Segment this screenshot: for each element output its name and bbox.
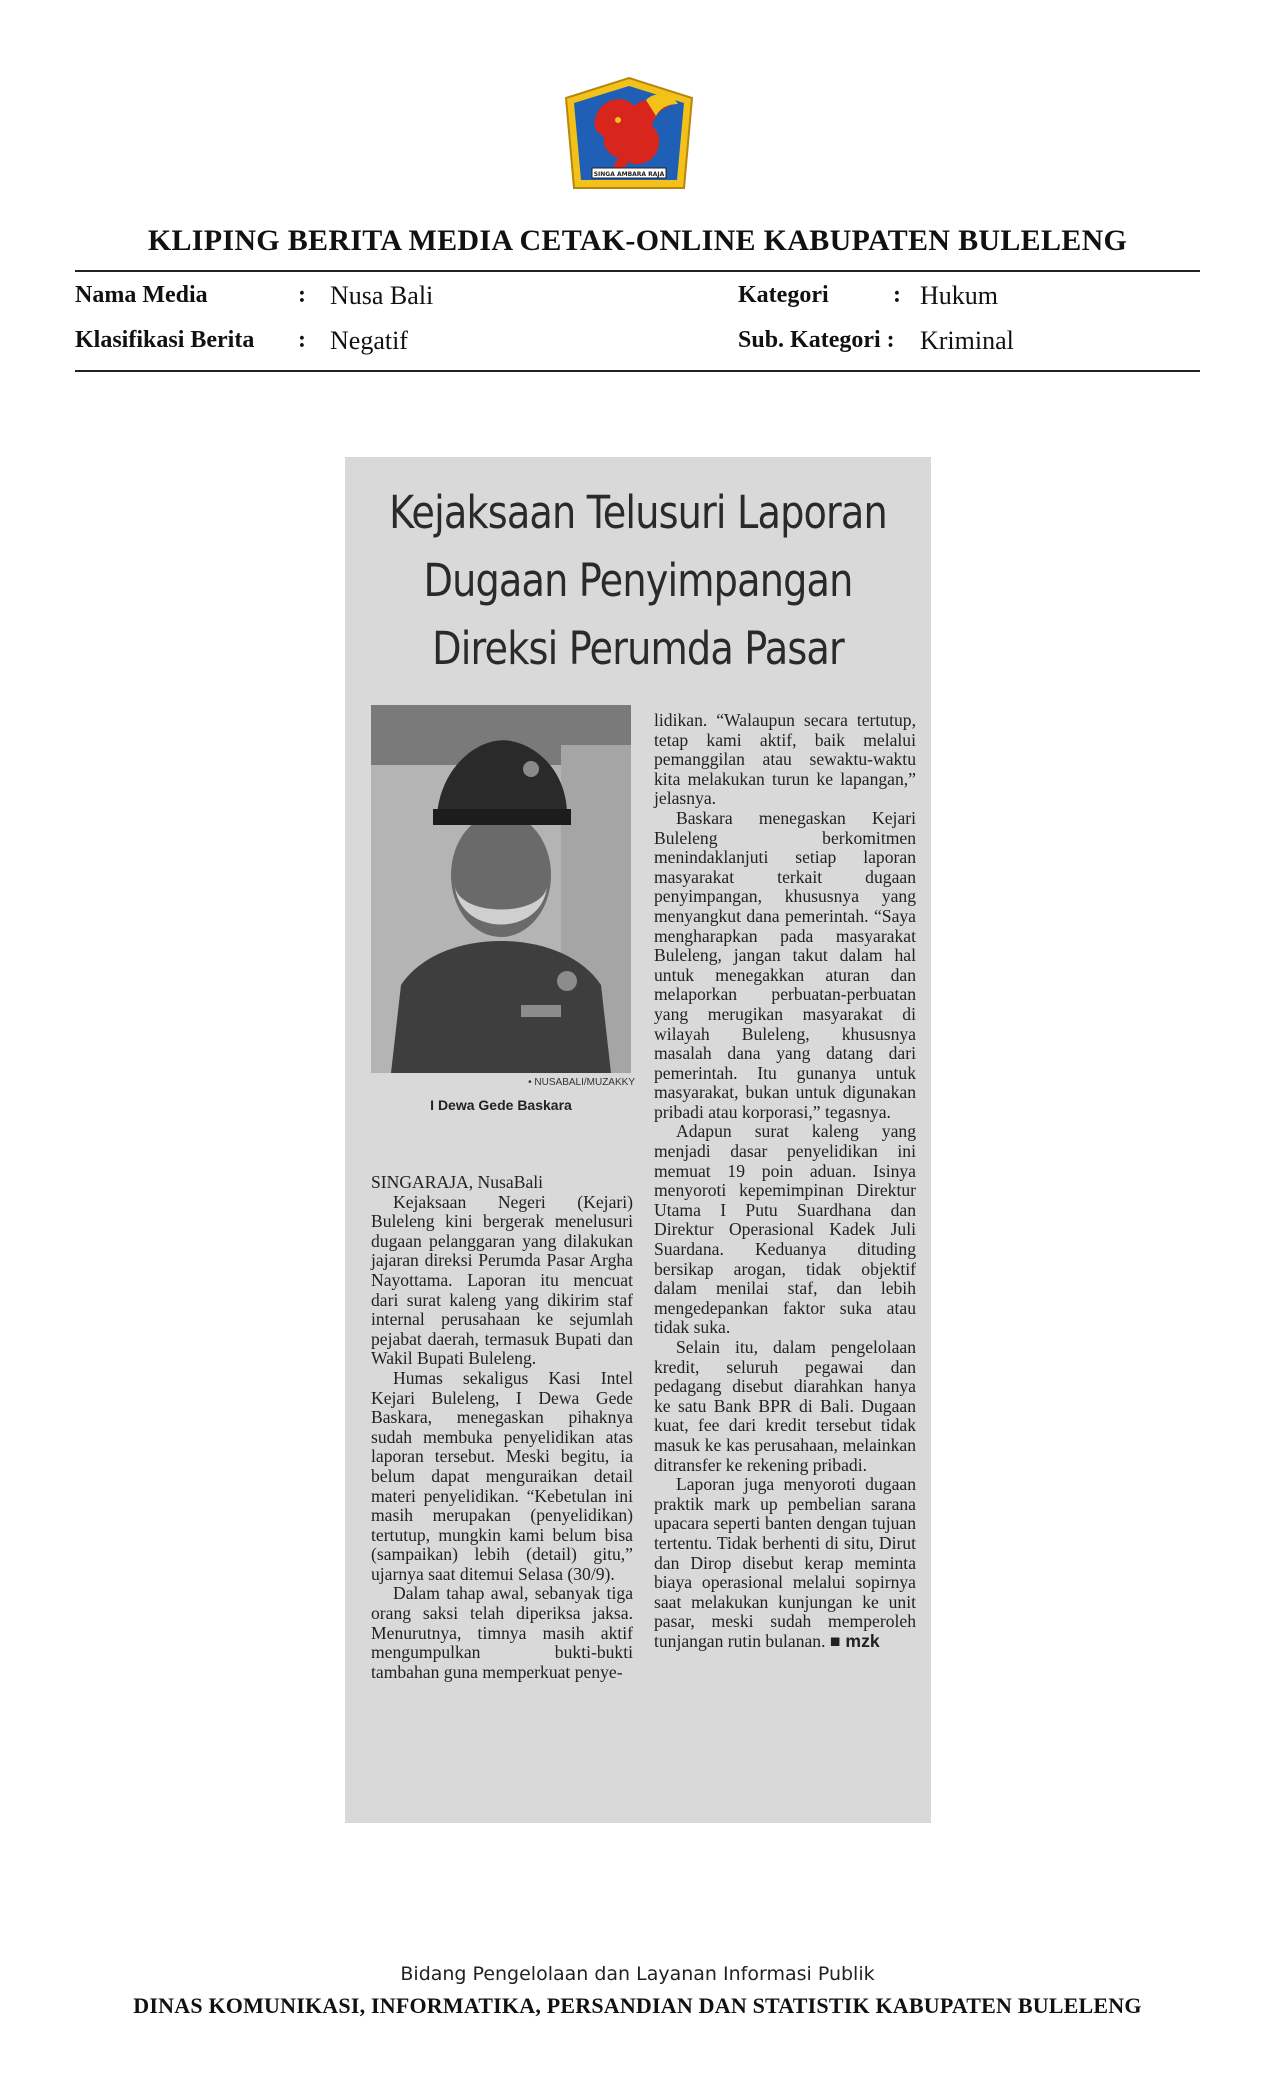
klasifikasi-value: Negatif xyxy=(330,326,408,355)
article-photo xyxy=(371,705,631,1073)
footer-department: Bidang Pengelolaan dan Layanan Informasi Publik xyxy=(400,1963,875,1985)
article-column-right xyxy=(654,711,916,1652)
header-rule-top xyxy=(75,270,1200,272)
kategori-value: Hukum xyxy=(920,281,998,310)
kategori-label: Kategori xyxy=(738,282,829,308)
media-colon: : xyxy=(298,282,306,308)
article-paragraph: Kejaksaan Negeri (Kejari) Buleleng kini bergerak menelusuri dugaan pelanggaran yang dilakukan jajaran direksi Perumda Pasar Argha Nayottama. Laporan itu mencuat dari surat kaleng yang dikirim staf internal perusahaan ke sejumlah pejabat daerah, termasuk Bupati dan Wakil Bupati Buleleng. xyxy=(371,1191,633,1369)
subkategori-label: Sub. Kategori : xyxy=(738,327,895,353)
subkategori-value: Kriminal xyxy=(920,326,1014,355)
author-signature: ■ mzk xyxy=(829,1630,880,1651)
article-paragraph: Humas sekaligus Kasi Intel Kejari Buleleng, I Dewa Gede Baskara, menegaskan pihaknya sudah membuka penyelidikan atas laporan tersebut. Meski begitu, ia belum dapat menguraikan detail materi penyelidikan. “Kebetulan ini masih merupakan (penyelidikan) tertutup, mungkin kami belum bisa (sampaikan) lebih (detail) gitu,” ujarnya saat ditemui Selasa (30/9). xyxy=(371,1367,633,1584)
article-paragraph: lidikan. “Walaupun secara tertutup, tetap kami aktif, baik melalui pemanggilan atau sewaktu-waktu kita melakukan turun ke lapangan,” jelasnya. xyxy=(654,710,916,809)
article-paragraph-text: Laporan juga menyoroti dugaan praktik mark up pembelian sarana upacara seperti banten dengan tujuan tertentu. Tidak berhenti di situ, Dirut dan Dirop disebut kerap meminta biaya operasional melalui sopirnya saat melakukan kunjungan ke unit pasar, meski sudah memperoleh tunjangan rutin bulanan. xyxy=(654,1474,916,1651)
media-label: Nama Media xyxy=(75,282,208,308)
article-paragraph: Baskara menegaskan Kejari Buleleng berkomitmen menindaklanjuti setiap laporan masyarakat terkait dugaan penyimpangan, khususnya yang menyangkut dana pemerintah. “Saya mengharapkan pada masyarakat Buleleng, jangan takut dalam hal untuk menegakkan aturan dan melaporkan perbuatan-perbuatan yang merugikan masyarakat di wilayah Buleleng, khususnya masalah dana yang datang dari pemerintah. Itu gunanya untuk masyarakat, bukan untuk digunakan pribadi atau korporasi,” tegasnya. xyxy=(654,807,916,1122)
media-value: Nusa Bali xyxy=(330,281,434,310)
headline-line-1: Kejaksaan Telusuri Laporan xyxy=(389,486,887,539)
document-title: KLIPING BERITA MEDIA CETAK-ONLINE KABUPATEN BULELENG xyxy=(147,224,1128,257)
kategori-colon: : xyxy=(893,282,901,308)
article-dateline: SINGARAJA, NusaBali xyxy=(371,1172,544,1192)
headline-line-2: Dugaan Penyimpangan xyxy=(423,554,853,607)
singa-ambara-raja-emblem-icon xyxy=(562,76,696,196)
photo-credit: • NUSABALI/MUZAKKY xyxy=(528,1077,635,1088)
footer-agency: DINAS KOMUNIKASI, INFORMATIKA, PERSANDIAN DAN STATISTIK KABUPATEN BULELENG xyxy=(133,1993,1142,2018)
photo-caption: I Dewa Gede Baskara xyxy=(430,1097,572,1113)
article-paragraph: Selain itu, dalam pengelolaan kredit, seluruh pegawai dan pedagang disebut diarahkan hanya ke satu Bank BPR di Bali. Dugaan kuat, fee dari kredit tersebut tidak masuk ke kas perusahaan, melainkan ditransfer ke rekening pribadi. xyxy=(654,1337,916,1475)
newspaper-clipping xyxy=(345,457,931,1823)
article-paragraph: Dalam tahap awal, sebanyak tiga orang saksi telah diperiksa jaksa. Menurutnya, timnya masih aktif mengumpulkan bukti-bukti tambahan guna memperkuat penye- xyxy=(371,1583,633,1682)
klasifikasi-colon: : xyxy=(298,327,306,353)
headline-line-3: Direksi Perumda Pasar xyxy=(432,622,844,675)
klasifikasi-label: Klasifikasi Berita xyxy=(75,327,255,353)
article-column-left xyxy=(371,1173,633,1682)
header-rule-bottom xyxy=(75,370,1200,372)
article-headline xyxy=(389,479,887,683)
emblem-motto: SINGA AMBARA RAJA xyxy=(593,171,665,178)
article-paragraph xyxy=(654,1475,916,1651)
article-paragraph: Adapun surat kaleng yang menjadi dasar penyelidikan ini memuat 19 poin aduan. Isinya menyoroti kepemimpinan Direktur Utama I Putu Suardhana dan Direktur Operasional Kadek Juli Suardana. Keduanya dituding bersikap arogan, tidak objektif dalam menilai staf, dan lebih mengedepankan faktor suka atau tidak suka. xyxy=(654,1121,916,1338)
